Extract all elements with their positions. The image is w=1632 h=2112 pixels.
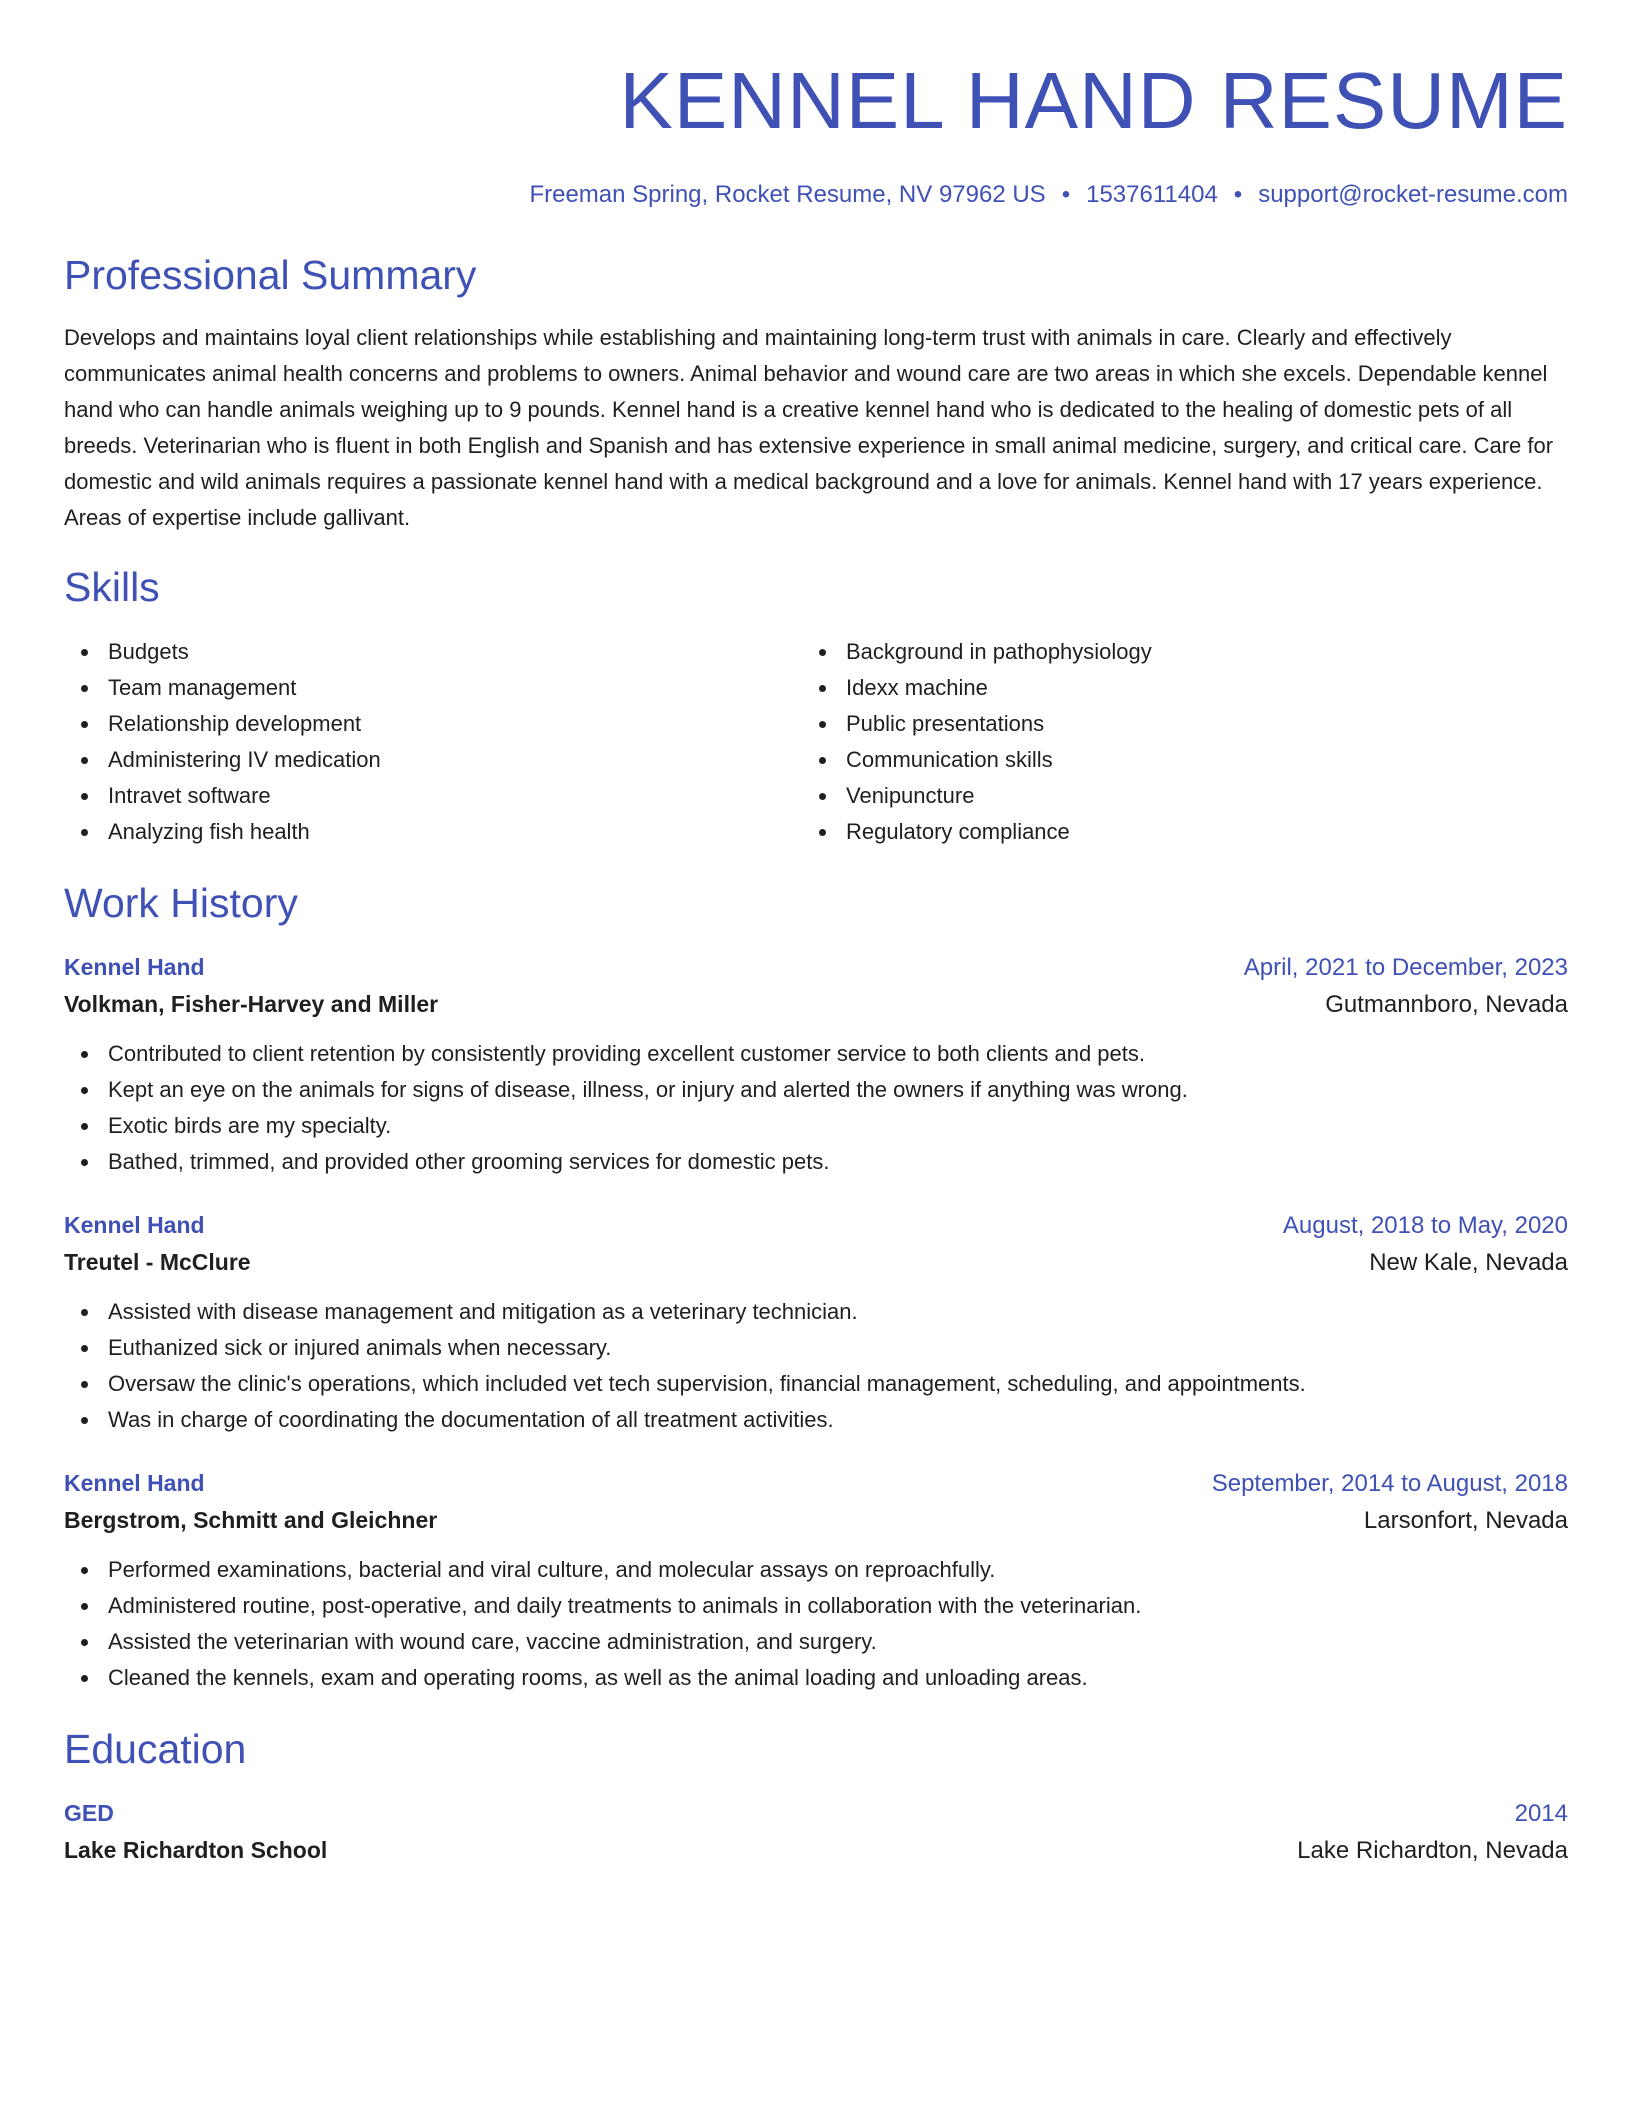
job-title: Kennel Hand [64, 1470, 205, 1496]
contact-phone: 1537611404 [1086, 181, 1218, 208]
education-year: 2014 [1514, 1800, 1568, 1827]
skills-grid [64, 634, 1568, 850]
job-company: Treutel - McClure [64, 1249, 251, 1275]
resume-title: KENNEL HAND RESUME [619, 56, 1568, 145]
job-bullet: Oversaw the clinic's operations, which included vet tech supervision, financial management, scheduling, and appointments. [64, 1366, 1568, 1402]
job-bullet: Kept an eye on the animals for signs of disease, illness, or injury and alerted the owners if anything was wrong. [64, 1072, 1568, 1108]
job-location: Larsonfort, Nevada [1363, 1507, 1568, 1534]
job-bullet: Was in charge of coordinating the documentation of all treatment activities. [64, 1402, 1568, 1438]
job-dates: August, 2018 to May, 2020 [1282, 1212, 1568, 1239]
job-title: Kennel Hand [64, 1212, 205, 1238]
contact-line [64, 180, 1568, 210]
job-bullet: Performed examinations, bacterial and viral culture, and molecular assays on reproachfully. [64, 1552, 1568, 1588]
summary-text: Develops and maintains loyal client relationships while establishing and maintaining long-term trust with animals in care. Clearly and effectively communicates animal health concerns and problems to owners. Animal behavior and wound care are two areas in which she excels. Dependable kennel hand who can handle animals weighing up to 9 pounds. Kennel hand is a creative kennel hand who is dedicated to the healing of domestic pets of all breeds. Veterinarian who is fluent in both English and Spanish and has extensive experience in small animal medicine, surgery, and critical care. Care for domestic and wild animals requires a passionate kennel hand with a medical background and a love for animals. Kennel hand with 17 years experience. Areas of expertise include gallivant. [64, 325, 1554, 530]
job-bullet: Assisted with disease management and mitigation as a veterinary technician. [64, 1294, 1568, 1330]
job-entry [64, 1208, 1568, 1438]
skill-item: Communication skills [802, 742, 1540, 778]
contact-separator: • [1233, 181, 1243, 208]
job-bullets [64, 1552, 1568, 1696]
job-dates: September, 2014 to August, 2018 [1211, 1470, 1568, 1497]
section-title-education: Education [64, 1726, 247, 1772]
job-bullet: Bathed, trimmed, and provided other grooming services for domestic pets. [64, 1144, 1568, 1180]
skill-item: Venipuncture [802, 778, 1540, 814]
skill-item: Intravet software [64, 778, 802, 814]
job-bullet: Exotic birds are my specialty. [64, 1108, 1568, 1144]
education-location: Lake Richardton, Nevada [1297, 1837, 1568, 1864]
contact-address: Freeman Spring, Rocket Resume, NV 97962 US [529, 181, 1046, 208]
job-company: Bergstrom, Schmitt and Gleichner [64, 1507, 438, 1533]
section-title-work-history: Work History [64, 880, 298, 926]
skill-item: Background in pathophysiology [802, 634, 1540, 670]
job-bullet: Administered routine, post-operative, and daily treatments to animals in collaboration with the veterinarian. [64, 1588, 1568, 1624]
skill-item: Analyzing fish health [64, 814, 802, 850]
section-title-skills: Skills [64, 564, 160, 610]
skill-item: Public presentations [802, 706, 1540, 742]
education-school: Lake Richardton School [64, 1837, 328, 1863]
contact-email: support@rocket-resume.com [1258, 181, 1568, 208]
contact-separator: • [1061, 181, 1071, 208]
job-entry [64, 1466, 1568, 1696]
skill-item: Administering IV medication [64, 742, 802, 778]
education-section [64, 1724, 1568, 1870]
skills-column-right [802, 634, 1540, 850]
job-bullets [64, 1036, 1568, 1180]
education-entry [64, 1796, 1568, 1870]
job-location: Gutmannboro, Nevada [1325, 991, 1568, 1018]
section-title-summary: Professional Summary [64, 252, 477, 298]
skills-section [64, 562, 1568, 850]
skill-item: Budgets [64, 634, 802, 670]
job-entry [64, 950, 1568, 1180]
job-company: Volkman, Fisher-Harvey and Miller [64, 991, 439, 1017]
job-bullet: Assisted the veterinarian with wound care, vaccine administration, and surgery. [64, 1624, 1568, 1660]
skill-item: Team management [64, 670, 802, 706]
skill-item: Regulatory compliance [802, 814, 1540, 850]
resume-header [64, 56, 1568, 210]
job-bullet: Euthanized sick or injured animals when necessary. [64, 1330, 1568, 1366]
skill-item: Idexx machine [802, 670, 1540, 706]
job-location: New Kale, Nevada [1369, 1249, 1568, 1276]
job-bullet: Contributed to client retention by consistently providing excellent customer service to both clients and pets. [64, 1036, 1568, 1072]
work-history-section [64, 878, 1568, 1696]
skill-item: Relationship development [64, 706, 802, 742]
job-bullets [64, 1294, 1568, 1438]
summary-section [64, 250, 1568, 536]
job-dates: April, 2021 to December, 2023 [1243, 954, 1568, 981]
skills-column-left [64, 634, 802, 850]
education-degree: GED [64, 1800, 114, 1826]
job-bullet: Cleaned the kennels, exam and operating rooms, as well as the animal loading and unloading areas. [64, 1660, 1568, 1696]
job-title: Kennel Hand [64, 954, 205, 980]
